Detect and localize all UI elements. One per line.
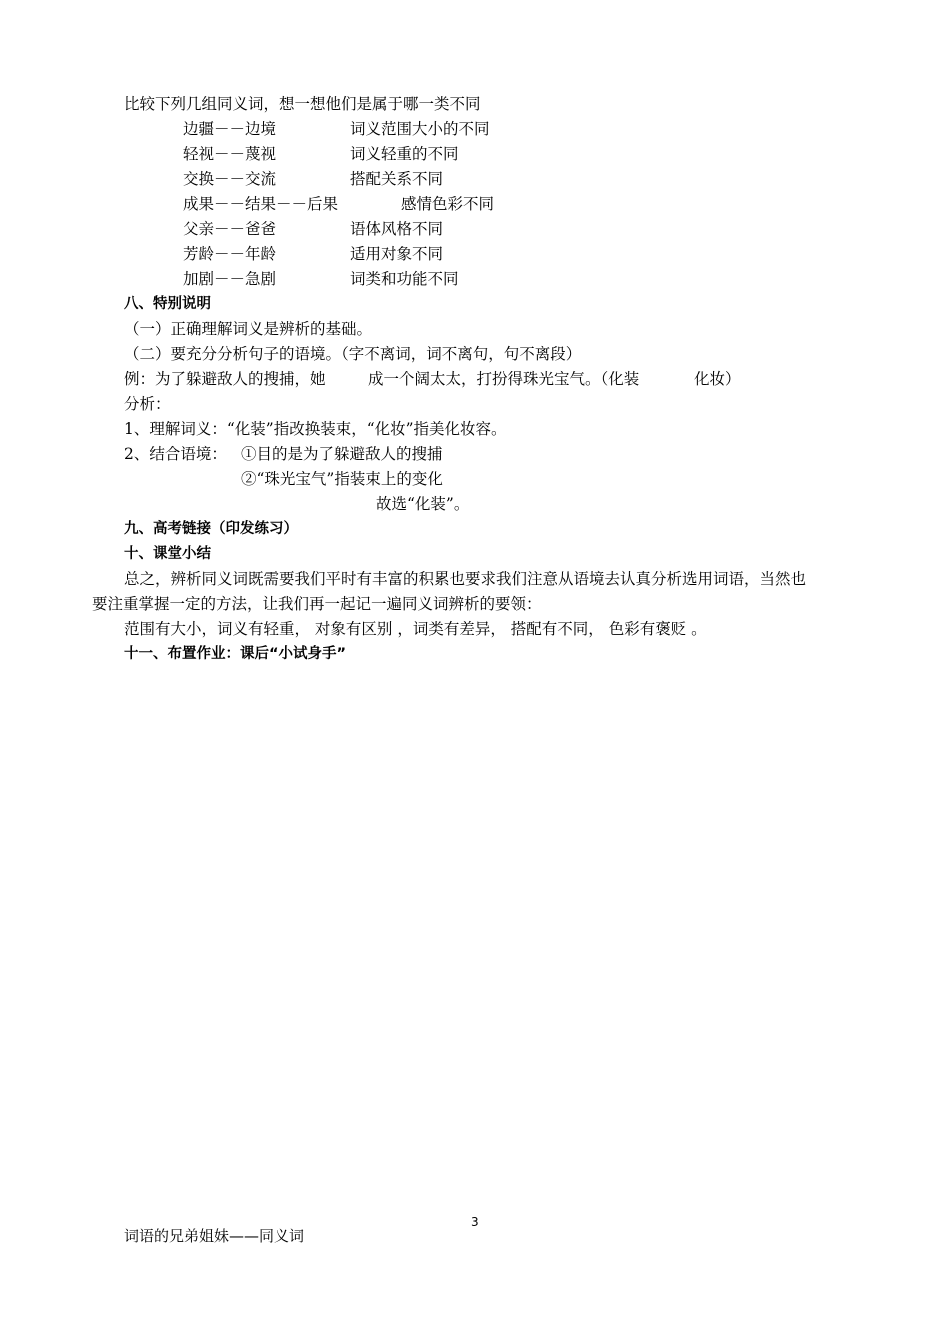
- pair-words: 加剧－－急剧: [183, 270, 277, 288]
- section-10-heading: 十、课堂小结: [124, 546, 211, 562]
- analysis-context-2: ②“珠光宝气”指装束上的变化: [241, 470, 443, 488]
- pair-words: 成果－－结果－－后果: [183, 195, 339, 213]
- example-part-a: 例：为了躲避敌人的搜捕，她: [124, 370, 326, 388]
- analysis-conclusion: 故选“化装”。: [376, 495, 470, 513]
- summary-key-points: 范围有大小，词义有轻重， 对象有区别 ，词类有差异， 搭配有不同， 色彩有褒贬 。: [124, 620, 707, 638]
- example-part-c: 化妆）: [694, 370, 741, 388]
- pair-difference: 词义范围大小的不同: [350, 120, 490, 138]
- summary-paragraph-line-1: 总之，辨析同义词既需要我们平时有丰富的积累也要求我们注意从语境去认真分析选用词语，当然也: [124, 570, 807, 588]
- pair-difference: 词义轻重的不同: [350, 145, 459, 163]
- next-page-title: 词语的兄弟姐妹——同义词: [124, 1227, 305, 1245]
- pair-difference: 语体风格不同: [350, 220, 444, 238]
- section-8-heading: 八、特别说明: [124, 296, 211, 312]
- pair-difference: 感情色彩不同: [401, 195, 495, 213]
- example-part-b: 成一个阔太太，打扮得珠光宝气。（化装: [368, 370, 640, 388]
- pair-words: 芳龄－－年龄: [183, 245, 277, 263]
- analysis-point-2-label: 2、结合语境：: [124, 445, 227, 463]
- pair-words: 边疆－－边境: [183, 120, 277, 138]
- page-number: 3: [471, 1215, 479, 1229]
- intro-line: 比较下列几组同义词，想一想他们是属于哪一类不同: [124, 95, 481, 113]
- analysis-context-1: ①目的是为了躲避敌人的搜捕: [241, 445, 443, 463]
- section-8-point-1: （一）正确理解词义是辨析的基础。: [124, 320, 373, 338]
- section-11-heading: 十一、布置作业：课后“小试身手”: [124, 646, 347, 662]
- section-8-point-2: （二）要充分分析句子的语境。（字不离词，词不离句，句不离段）: [124, 345, 582, 363]
- summary-paragraph-line-2: 要注重掌握一定的方法，让我们再一起记一遍同义词辨析的要领：: [92, 595, 542, 613]
- analysis-point-1: 1、理解词义：“化装”指改换装束，“化妆”指美化妆容。: [124, 420, 507, 438]
- section-9-heading: 九、高考链接（印发练习）: [124, 521, 298, 537]
- analysis-label: 分析：: [124, 395, 171, 413]
- pair-words: 父亲－－爸爸: [183, 220, 277, 238]
- pair-words: 交换－－交流: [183, 170, 277, 188]
- pair-difference: 词类和功能不同: [350, 270, 459, 288]
- pair-difference: 适用对象不同: [350, 245, 444, 263]
- pair-difference: 搭配关系不同: [350, 170, 444, 188]
- pair-words: 轻视－－蔑视: [183, 145, 277, 163]
